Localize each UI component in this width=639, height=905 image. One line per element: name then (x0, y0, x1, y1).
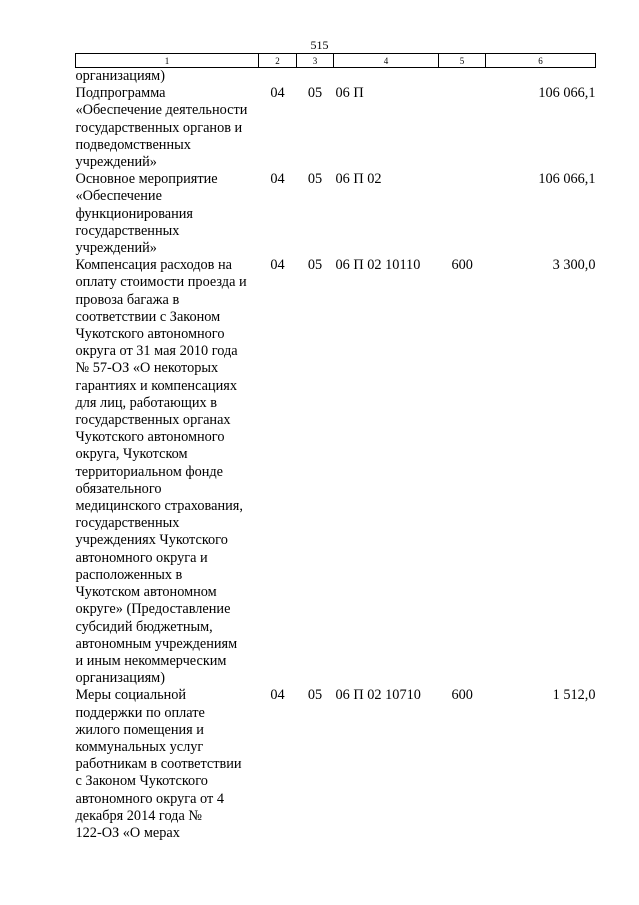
row-expense-type (439, 171, 486, 257)
col-header-6: 6 (486, 54, 596, 68)
row-amount (486, 68, 596, 86)
col-header-2: 2 (259, 54, 297, 68)
row-section (259, 68, 297, 86)
row-name: организациям) (75, 68, 165, 84)
row-subsection: 05 (307, 687, 323, 704)
row-amount: 106 066,1 (538, 85, 596, 102)
col-header-5: 5 (439, 54, 486, 68)
row-section: 04 (270, 257, 285, 274)
row-name: Меры социальной поддержки по оплате жилого помещения и коммунальных услуг работникам в соответствии с Законом Чукотского автономного округа от 4 декабря 2014 года № 122-ОЗ «О мерах (75, 687, 242, 841)
row-target-code (334, 68, 439, 86)
col-header-3: 3 (297, 54, 334, 68)
row-target-code: 06 П 02 (335, 171, 382, 188)
row-name: Подпрограмма «Обеспечение деятельности государственных органов и подведомственных учреждений» (75, 85, 248, 171)
row-section: 04 (270, 687, 285, 704)
table-row (76, 85, 596, 171)
row-name: Компенсация расходов на оплату стоимости проезда и провоза багажа в соответствии с Законом Чукотского автономного округа от 31 мая 2010 года № 57-ОЗ «О некоторых гарантиях и компенсациях для лиц, работающих в государственных органах Чукотского автономного округа, Чукотском территориальном фонде обязательного медицинского страхования, государственных учреждениях Чукотского автономного округа и расположенных в Чукотском автономном округе» (Предоставление субсидий бюджетным, автономным учреждениям и иным некоммерческим организациям) (75, 257, 247, 687)
table-row (76, 68, 596, 86)
col-header-1: 1 (76, 54, 259, 68)
row-target-code: 06 П (335, 85, 364, 102)
table-row (76, 257, 596, 687)
row-expense-type: 600 (451, 687, 473, 704)
table-row (76, 171, 596, 257)
row-amount: 106 066,1 (538, 171, 596, 188)
row-target-code: 06 П 02 10110 (335, 257, 421, 274)
row-subsection: 05 (307, 171, 323, 188)
row-expense-type: 600 (451, 257, 473, 274)
row-subsection (297, 68, 334, 86)
row-amount: 1 512,0 (552, 687, 596, 704)
header-row (76, 54, 596, 68)
budget-table (75, 53, 596, 842)
row-expense-type (439, 85, 486, 171)
row-target-code: 06 П 02 10710 (335, 687, 421, 704)
col-header-4: 4 (334, 54, 439, 68)
row-subsection: 05 (307, 257, 323, 274)
row-section: 04 (270, 85, 285, 102)
row-expense-type (439, 68, 486, 86)
page-number: 515 (310, 38, 329, 52)
row-section: 04 (270, 171, 285, 188)
row-amount: 3 300,0 (552, 257, 596, 274)
table-row (76, 687, 596, 842)
row-subsection: 05 (307, 85, 323, 102)
row-name: Основное мероприятие «Обеспечение функционирования государственных учреждений» (75, 171, 218, 257)
